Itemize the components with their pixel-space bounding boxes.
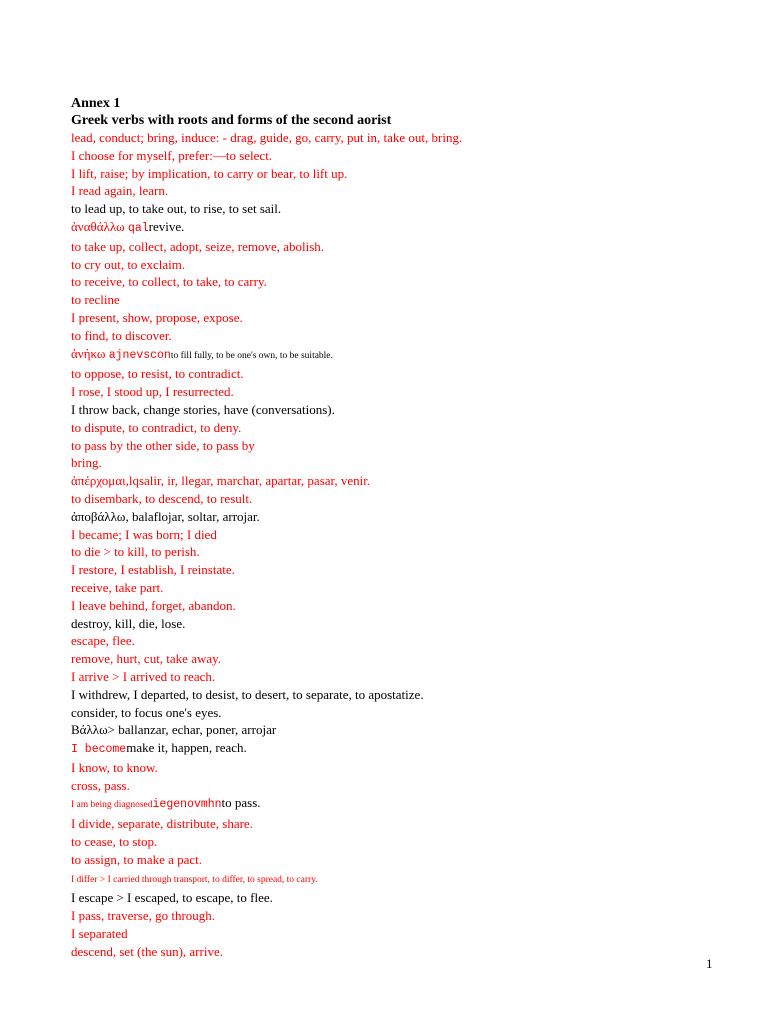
annex-label: Annex 1: [71, 96, 121, 111]
verb-line-segment: I throw back, change stories, have (conversations).: [71, 401, 335, 417]
verb-line: [71, 579, 731, 597]
verb-line: [71, 526, 731, 544]
verb-line: [71, 925, 731, 943]
verb-line-segment: I rose, I stood up, I resurrected.: [71, 384, 234, 400]
verb-line-segment: I choose for myself, prefer:—to select.: [71, 147, 273, 163]
verb-line: [71, 129, 731, 147]
verb-line: [71, 345, 731, 366]
verb-line: [71, 401, 731, 419]
verb-line: [71, 490, 731, 508]
verb-line-segment: bring.: [71, 455, 102, 471]
verb-line-segment: to die > to kill, to perish.: [71, 544, 200, 560]
verb-line: [71, 472, 731, 490]
verb-line: [71, 543, 731, 561]
verb-line: [71, 686, 731, 704]
verb-line-segment: to dispute, to contradict, to deny.: [71, 419, 242, 435]
verb-line-segment: ἀπέρχομαι,lqsalir, ir, llegar, marchar, apartar, pasar, venir.: [71, 473, 371, 489]
verb-line-segment: I become: [71, 743, 127, 757]
verb-line: [71, 815, 731, 833]
verb-line-segment: to recline: [71, 292, 120, 308]
verb-line-segment: I pass, traverse, go through.: [71, 908, 216, 924]
verb-line: [71, 561, 731, 579]
verb-line: [71, 365, 731, 383]
verb-line-segment: to cease, to stop.: [71, 834, 158, 850]
verb-line-segment: to fill fully, to be one's own, to be suitable.: [170, 350, 333, 361]
verb-line-segment: ἀποβάλλω, balaflojar, soltar, arrojar.: [71, 508, 260, 524]
verb-line-segment: to pass.: [221, 795, 261, 811]
verb-line-segment: to pass by the other side, to pass by: [71, 437, 255, 453]
verb-line-segment: receive, take part.: [71, 579, 164, 595]
verb-line: [71, 147, 731, 165]
verb-line: [71, 182, 731, 200]
verb-line-segment: to oppose, to resist, to contradict.: [71, 366, 244, 382]
verb-line: [71, 704, 731, 722]
verb-line-segment: ajnevscon: [108, 348, 171, 362]
verb-line-segment: Βάλλω> ballanzar, echar, poner, arrojar: [71, 722, 277, 738]
verb-line-segment: to take up, collect, adopt, seize, remove, abolish.: [71, 238, 325, 254]
verb-line-segment: I withdrew, I departed, to desist, to desert, to separate, to apostatize.: [71, 686, 424, 702]
verb-line: [71, 739, 731, 759]
verb-line-segment: descend, set (the sun), arrive.: [71, 943, 223, 959]
verb-line: [71, 218, 731, 238]
verb-line: [71, 615, 731, 633]
verb-line-segment: to lead up, to take out, to rise, to set sail.: [71, 201, 282, 217]
page-number: 1: [706, 956, 713, 971]
document-page: [71, 95, 731, 961]
verb-line: [71, 943, 731, 961]
verb-line: [71, 650, 731, 668]
verb-line-segment: to disembark, to descend, to result.: [71, 490, 253, 506]
verb-line: [71, 632, 731, 650]
verb-line-segment: to receive, to collect, to take, to carry.: [71, 274, 267, 290]
verb-line: [71, 759, 731, 777]
verb-line: [71, 851, 731, 869]
verb-line-segment: I differ > I carried through transport, to differ, to spread, to carry.: [71, 874, 318, 885]
verb-line: [71, 889, 731, 907]
verb-line-segment: lead, conduct; bring, induce: - drag, guide, go, carry, put in, take out, bring.: [71, 130, 463, 145]
verb-line: [71, 869, 731, 890]
verb-line: [71, 508, 731, 526]
verb-line: [71, 794, 731, 815]
verb-line-segment: make it, happen, reach.: [126, 740, 247, 756]
verb-line: [71, 309, 731, 327]
verb-line-segment: I present, show, propose, expose.: [71, 309, 243, 325]
verb-line: [71, 291, 731, 309]
verb-line: [71, 597, 731, 615]
verb-line-segment: destroy, kill, die, lose.: [71, 615, 186, 631]
verb-line-segment: I restore, I establish, I reinstate.: [71, 562, 235, 578]
verb-line-segment: remove, hurt, cut, take away.: [71, 651, 222, 667]
verb-line-segment: revive.: [148, 218, 185, 234]
verb-line: [71, 256, 731, 274]
verb-line-segment: I divide, separate, distribute, share.: [71, 816, 253, 832]
verb-line: [71, 721, 731, 739]
verb-line-segment: I leave behind, forget, abandon.: [71, 597, 236, 613]
verb-line-segment: to assign, to make a pact.: [71, 851, 203, 867]
verb-line-segment: I arrive > I arrived to reach.: [71, 668, 216, 684]
verb-line-segment: I became; I was born; I died: [71, 526, 217, 542]
verb-line-segment: I separated: [71, 926, 128, 942]
verb-line-segment: ἀνήκω: [71, 345, 109, 361]
verb-line-segment: I am being diagnosed: [71, 800, 153, 811]
verb-line: [71, 327, 731, 345]
verb-line: [71, 273, 731, 291]
verb-line: [71, 238, 731, 256]
verb-line-segment: qal: [127, 221, 149, 235]
verb-line-segment: I lift, raise; by implication, to carry or bear, to lift up.: [71, 165, 348, 181]
verb-line: [71, 383, 731, 401]
verb-line-segment: iegenovmhn: [152, 798, 222, 812]
verb-line: [71, 833, 731, 851]
verb-line-segment: I escape > I escaped, to escape, to flee.: [71, 890, 273, 906]
document-title: Greek verbs with roots and forms of the second aorist: [71, 113, 392, 128]
verb-line: [71, 668, 731, 686]
verb-line-segment: to cry out, to exclaim.: [71, 256, 186, 272]
verb-line-segment: cross, pass.: [71, 777, 130, 793]
verb-line-segment: I know, to know.: [71, 759, 158, 775]
verb-line: [71, 165, 731, 183]
verb-line-segment: escape, flee.: [71, 633, 135, 649]
verb-line: [71, 777, 731, 795]
verb-line: [71, 454, 731, 472]
verb-list: [71, 129, 731, 961]
verb-line: [71, 907, 731, 925]
verb-line-segment: ἀναθάλλω: [71, 218, 128, 234]
verb-line: [71, 200, 731, 218]
verb-line: [71, 419, 731, 437]
verb-line-segment: consider, to focus one's eyes.: [71, 704, 222, 720]
verb-line-segment: I read again, learn.: [71, 183, 169, 199]
verb-line: [71, 437, 731, 455]
verb-line-segment: to find, to discover.: [71, 327, 172, 343]
